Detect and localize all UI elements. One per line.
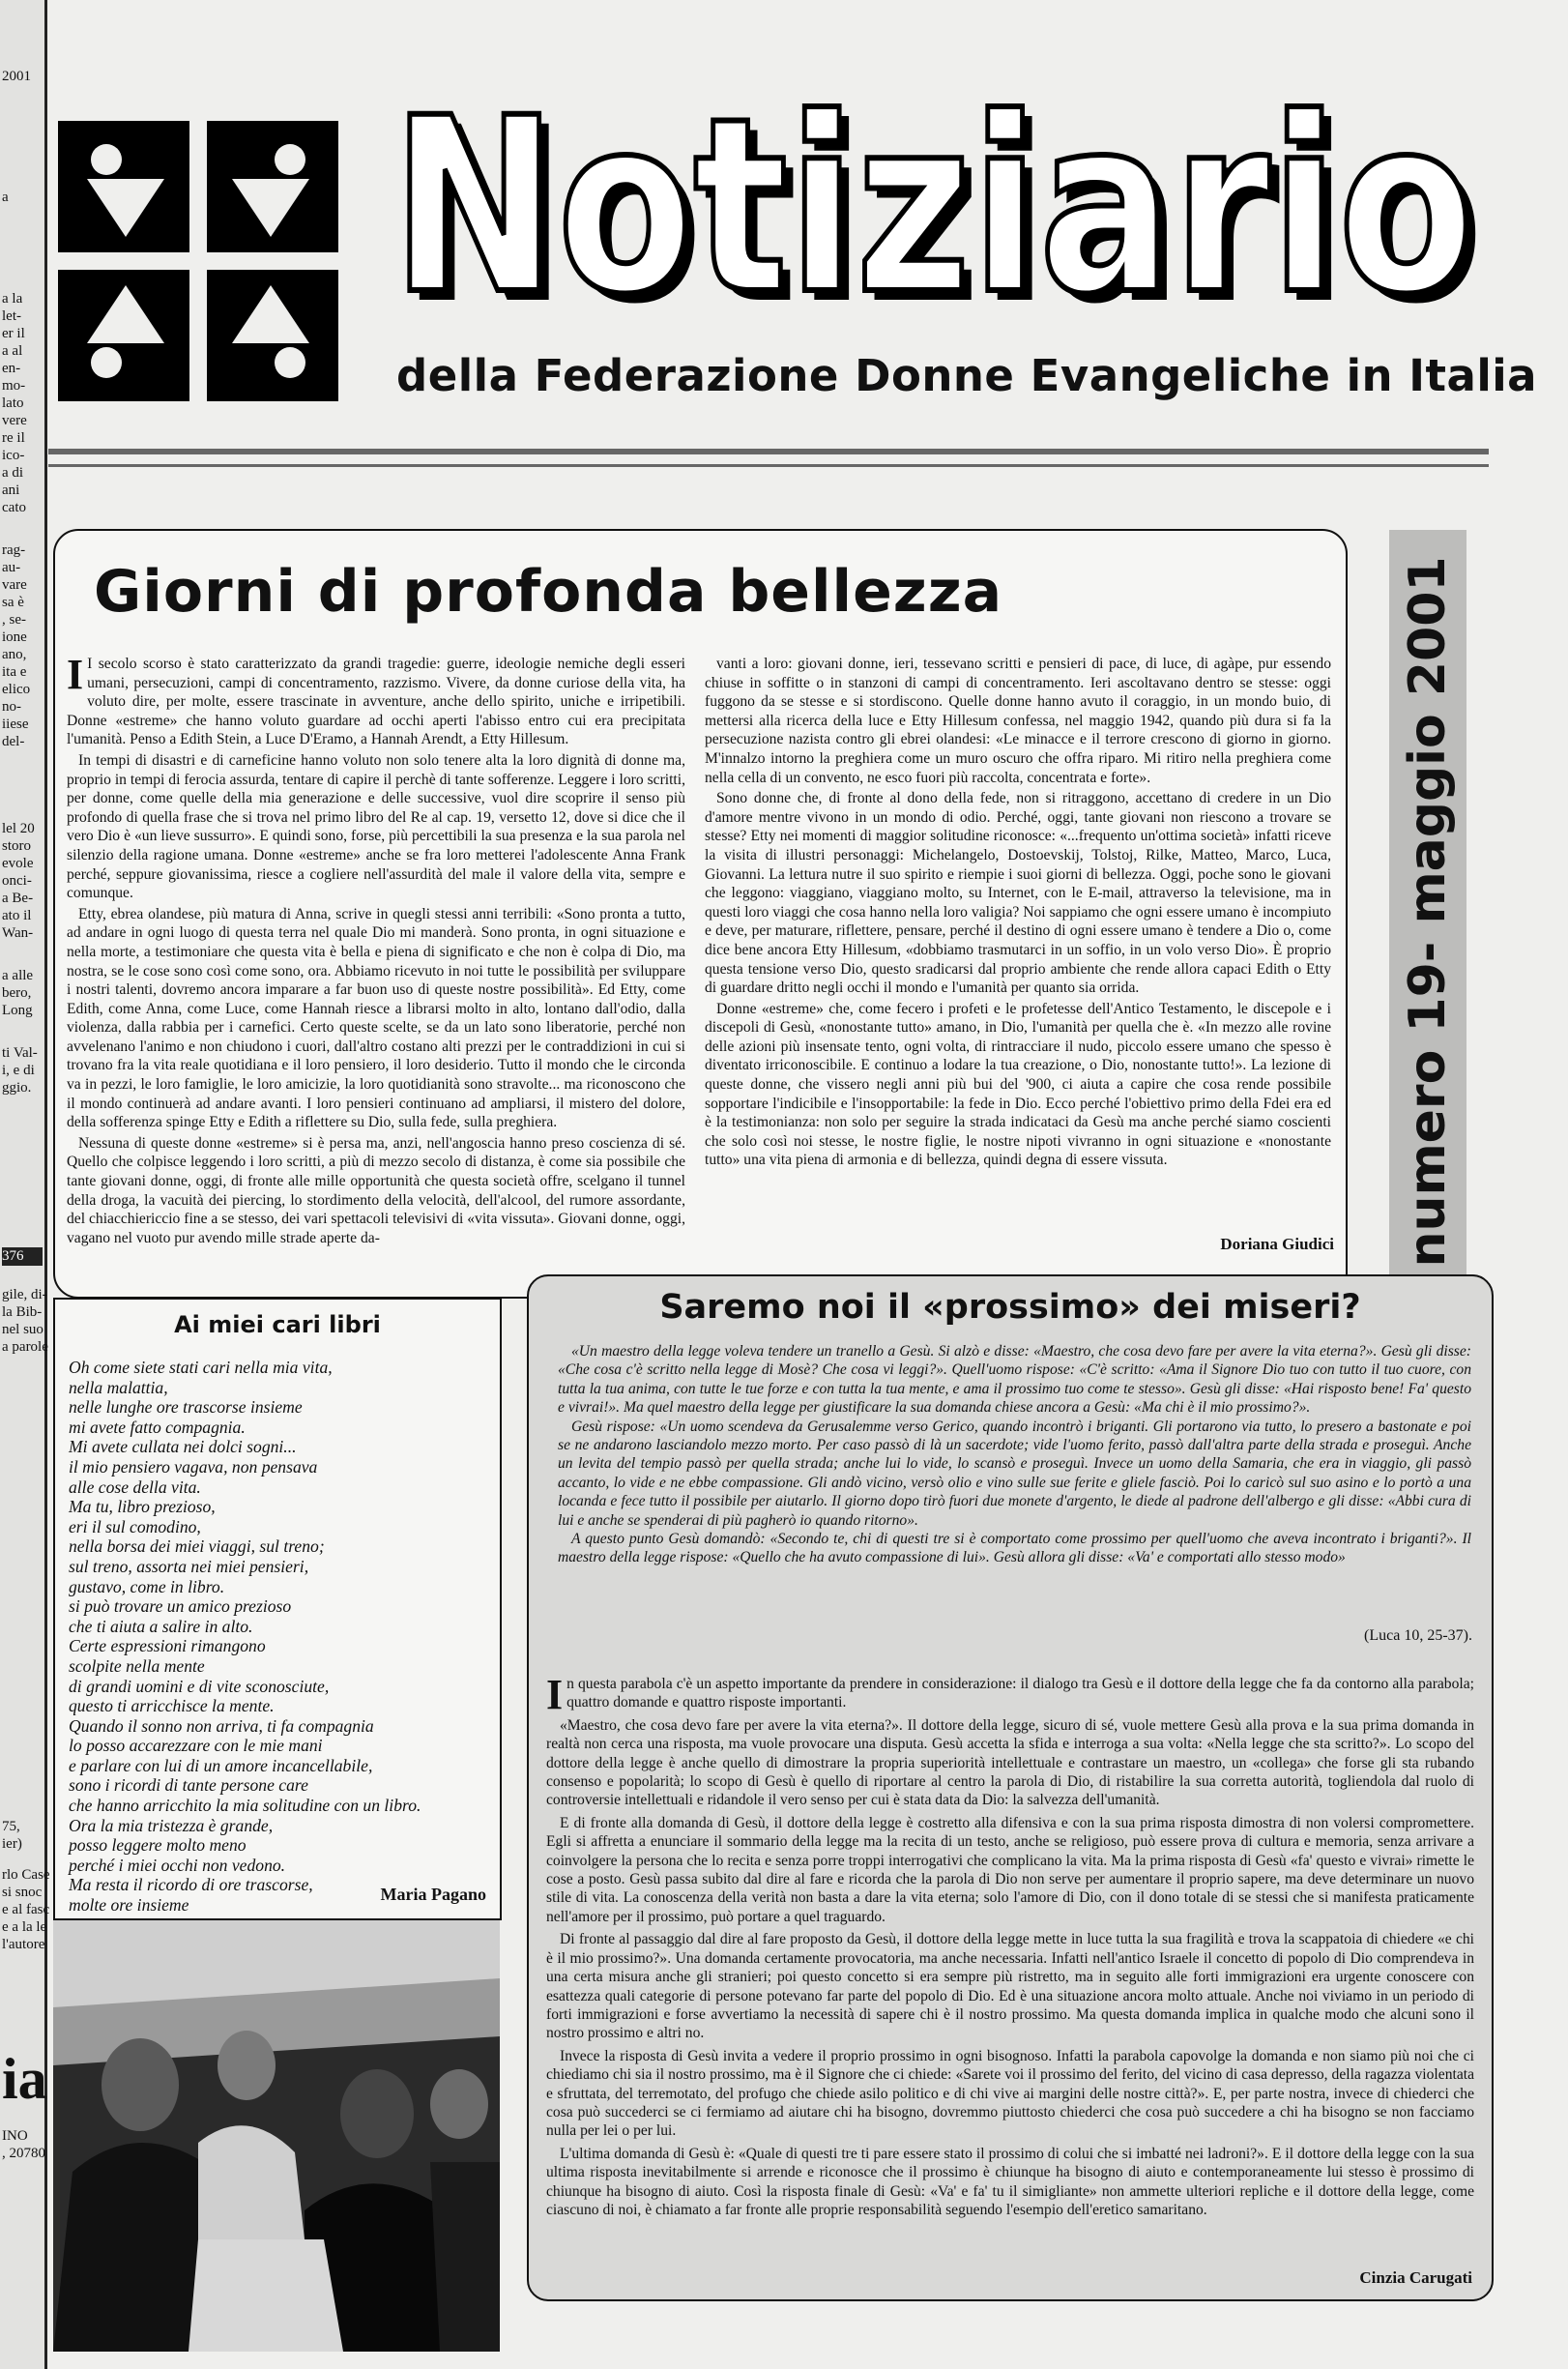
strip-fragment: , 20780 xyxy=(2,2146,45,2161)
adjacent-page-strip xyxy=(0,0,50,2369)
poem-line: sul treno, assorta nei miei pensieri, xyxy=(69,1556,309,1576)
poem-line: eri il sul comodino, xyxy=(69,1516,201,1536)
strip-fragment: onci- xyxy=(2,873,32,889)
masthead-title xyxy=(392,66,1498,357)
paragraph-text: I secolo scorso è stato caratterizzato da grandi tragedie: guerre, ideologie nemiche degli esseri umani, persecuzioni, campi di concentramento, razzismo. Vivere, da donne curiose della vita, ha voluto dire, per molte, essere trascinate in avventure, anche dello spirito, uniche e irripetibili. Donne «estreme» che hanno voluto guardare ad occhi aperti l'abisso entro cui era precipitata l'umanità. Penso a Edith Stein, a Luce D'Eramo, a Hannah Arendt, a Etty Hillesum. xyxy=(67,656,685,748)
strip-fragment: e a la le xyxy=(2,1919,47,1935)
strip-fragment: l'autore xyxy=(2,1937,45,1952)
strip-fragment: evole xyxy=(2,856,34,871)
poem-box xyxy=(53,1298,502,1920)
paragraph: L'ultima domanda di Gesù è: «Quale di questi tre ti pare essere stato il prossimo di colui che si imbatté nei ladroni?». E il dottore della legge con la sua ultima risposta inevitabilmente si arrende e riconosce che il prossimo è chiunque ha bisogno di aiuto e contemporaneamente lui stesso è prossimo di chiunque ha bisogno di aiuto. Così la risposta finale di Gesù: «Va' e fa' tu il simigliante» non ammette ulteriori repliche e il dottore della legge, come ciascuno di noi, è chiamato a far fronte alle proprie responsabilità seguendo l'esempio dell'eretico samaritano. xyxy=(546,2145,1474,2218)
commentary-title: Saremo noi il «prossimo» dei miseri? xyxy=(659,1288,1361,1327)
paragraph: Di fronte al passaggio dal dire al fare proposto da Gesù, il dottore della legge mette in luce tutta la sua fragilità e trova la scappatoia di chiedere «e chi è il mio prossimo?». Una domanda certamente provocatoria, ma anche necessaria. Infatti nell'antico Israele il concetto di popolo di Dio comprendeva in una certa misura anche gli stranieri; poi questo concetto si era sempre più ristretto, ma in seguito alle forti immigrazioni era urgente conoscere con esattezza quali categorie di persone potevano far parte del popolo di Dio. Ed è una situazione ancora molto attuale. Anche noi viviamo in un periodo di forti immigrazioni e forse avvertiamo la necessità di sapere chi è il nostro prossimo. Ma questa domanda implica in qualche modo che alcuni sono il nostro prossimo e altri no. xyxy=(546,1931,1474,2042)
strip-fragment: a parole xyxy=(2,1339,48,1355)
strip-fragment: 75, xyxy=(2,1819,20,1834)
strip-fragment: bero, xyxy=(2,985,32,1001)
poem-line: si può trovare un amico prezioso xyxy=(69,1596,292,1617)
strip-fragment: ico- xyxy=(2,448,25,463)
poem-line: e parlare con lui di un amore incancellabile, xyxy=(69,1755,373,1775)
strip-fragment: ato il xyxy=(2,908,32,923)
strip-fragment: Long xyxy=(2,1003,33,1018)
drop-cap: I xyxy=(67,651,84,698)
strip-fragment: a la xyxy=(2,291,23,307)
strip-fragment: ani xyxy=(2,483,20,498)
strip-fragment: INO xyxy=(2,2128,28,2144)
paragraph xyxy=(546,1671,1474,1718)
paragraph: A questo punto Gesù domandò: «Secondo te, chi di questi tre si è comportato come prossimo per quell'uomo che aveva incontrato i briganti?». Il maestro della legge rispose: «Quello che ha avuto compassione di lui». Gesù allora gli disse: «Va' e comportati allo stesso modo» xyxy=(558,1531,1471,1566)
main-article xyxy=(53,529,1348,1299)
strip-fragment: a al xyxy=(2,343,23,359)
strip-fragment: re il xyxy=(2,430,25,446)
poem-line: Ora la mia tristezza è grande, xyxy=(69,1815,274,1835)
strip-fragment: a Be- xyxy=(2,891,34,906)
strip-fragment: ia xyxy=(2,2047,47,2111)
drop-cap: I xyxy=(546,1671,564,1718)
commentary-reference: (Luca 10, 25-37). xyxy=(1364,1627,1472,1644)
strip-fragment: iiese xyxy=(2,717,29,732)
strip-fragment: , se- xyxy=(2,612,26,628)
masthead-subtitle: della Federazione Donne Evangeliche in Italia xyxy=(396,350,1538,401)
paragraph: Etty, ebrea olandese, più matura di Anna, scrive in quegli stessi anni terribili: «Sono pronta a tutto, ad andare in ogni luogo di questa terra nel quale Dio mi manderà. Sono pronta, in ogni situazione e nella morte, a testimoniare che questa vita è bella e piena di significato e che non è colpa di Dio, ma nostra, se le cose sono così come sono, ora. Abbiamo ricevuto in noi tutte le possibilità per sviluppare i nostri talenti, dovremo ancora imparare a far buon uso di queste nostre possibilità». Ed Etty, come Edith, come Anna, come Luce, come Hannah riesce a librarsi molto in alto, lontano dall'odio, dalla violenza, dalla rabbia per i carnefici. Certo queste scelte, se da un lato sono liberatorie, perché non avvelenano l'animo e non chiudono i cuori, dall'altro costano alti prezzi per le contraddizioni in cui si trovano fra la vita reale quotidiana e il loro pensiero, il loro desiderio. Tutto il mondo che le circonda va in pezzi, le loro famiglie, le loro amicizie, la loro quotidianità sono stravolte... ma riconoscono che il mondo continuerà ad andare avanti. I loro pensieri continuano ad ampliarsi, il mistero del dolore, della sofferenza spinge Etty e Edith a riflettere su Dio, sulla fede, sulla preghiera. xyxy=(67,905,685,1131)
article-column-1 xyxy=(67,651,685,1249)
strip-fragment: a di xyxy=(2,465,24,481)
paragraph: In tempi di disastri e di carneficine hanno voluto non solo tenere alta la loro dignità di donne ma, proprio in tempi di ferocia assurda, tentare di capire il perchè di tante sofferenze. Leggere i loro scritti, per donne, come quelle della mia generazione e delle successive, vuol dire scoprire il senso più profondo di quella frase che si trova nel primo libro del Re al cap. 19, versetto 12, dove si dice che il vero Dio è «un lieve sussurro». E quindi sono, forse, più percettibili la sua presenza e la sua parola nel silenzio della ragione umana. Donne «estreme» anche se fra loro metterei l'adolescente Anna Frank perché, seppure giovanissima, riesce a cogliere nell'assurdità del male il valore della vita, sempre e comunque. xyxy=(67,751,685,902)
poem-author: Maria Pagano xyxy=(380,1885,486,1904)
poem-title: Ai miei cari libri xyxy=(174,1311,381,1338)
poem-line: molte ore insieme xyxy=(69,1895,189,1916)
article-author: Doriana Giudici xyxy=(1220,1235,1334,1253)
strip-fragment: let- xyxy=(2,308,21,324)
poem-line: scolpite nella mente xyxy=(69,1655,205,1676)
commentary-body xyxy=(546,1671,1474,2223)
commentary-quote xyxy=(558,1342,1471,1567)
strip-fragment: Wan- xyxy=(2,925,34,941)
strip-fragment: lel 20 xyxy=(2,821,35,836)
strip-fragment: ione xyxy=(2,629,27,645)
poem-line: che ti aiuta a salire in alto. xyxy=(69,1616,253,1636)
strip-fragment: ggio. xyxy=(2,1080,32,1096)
strip-fragment: 376 xyxy=(2,1247,43,1266)
strip-fragment: ano, xyxy=(2,647,27,662)
paragraph: vanti a loro: giovani donne, ieri, tessevano scritti e pensieri di pace, di luce, di agàpe, pur essendo chiuse in soffitte o in stanzoni di campi di concentramento. Ieri ascoltavano dentro se stesse: oggi fuggono da se stesse e si stordiscono. Quelle donne hanno avuto il coraggio, in un mondo buio, di mettersi alla ricerca della luce e Etty Hillesum confessa, nel maggio 1942, quando più dura si fa la persecuzione nazista contro gli ebrei olandesi: «Le minacce e il terrore crescono di giorno in giorno. M'innalzo intorno la preghiera come un muro oscuro che offra riparo. Mi ritiro nella preghiera come nella cella di un convento, ne esco fuori più raccolta, concentrata e forte». xyxy=(705,656,1331,786)
paragraph: Nessuna di queste donne «estreme» si è persa ma, anzi, nell'angoscia hanno preso coscienza di sé. Quello che colpisce leggendo i loro scritti, a più di mezzo secolo di distanza, è come sia possibile che tante giovani donne, oggi, di fronte alle mille opportunità che questa società offre, scelgano il tunnel della droga, la vacuità dei piercing, lo stordimento della velocità, dell'alcool, del rumore assordante, del chiacchiericcio fine a se stesso, dei vari spettacoli televisivi di «vita vissuta». Giovani donne, oggi, vagano nel vuoto pur avendo mille strade aperte da- xyxy=(67,1134,685,1246)
poem-line: il mio pensiero vagava, non pensava xyxy=(69,1456,318,1477)
paragraph: Gesù rispose: «Un uomo scendeva da Gerusalemme verso Gerico, quando incontrò i briganti. Gli portarono via tutto, lo presero a bastonate e poi se ne andarono lasciandolo mezzo morto. Per caso passò di là un sacerdote; vide l'uomo ferito, passò dall'altra parte della strada e proseguì. Anche un levita del tempio passò per quella strada; anche lui lo vide, lo scansò e proseguì. Invece un uomo della Samaria, che era in viaggio, gli passò accanto, lo vide e ne ebbe compassione. Gli andò vicino, versò olio e vino sulle sue ferite e gliele fasciò. Poi lo caricò sul suo asino e lo portò a una locanda e fece tutto il possibile per aiutarlo. Il giorno dopo tirò fuori due monete d'argento, le diede al padrone dell'albergo e gli disse: «Abbi cura di lui e anche se spenderai di più pagherò io quando ritorno». xyxy=(558,1418,1471,1529)
issue-number: numero 19- maggio 2001 xyxy=(1399,556,1457,1268)
poem-line: gustavo, come in libro. xyxy=(69,1576,225,1596)
commentary-author: Cinzia Carugati xyxy=(1359,2268,1472,2287)
poem-line: Quando il sonno non arriva, ti fa compagnia xyxy=(69,1715,374,1736)
paragraph: E di fronte alla domanda di Gesù, il dottore della legge è costretto alla difensiva e con la sua prima risposta dimostra di non volersi compromettere. Egli si affretta a enunciare il sommario della legge ma la recita di un testo, anche se religioso, può essere prova di cultura e memoria, senza arrivare a coinvolgere la persona che lo recita e senza porre troppi interrogativi che complicano la vita. Ma la prima risposta di Gesù «fa' questo e vivrai» rimette le cose a posto. Gesù passa subito dal dire al fare e ricorda che la parola di Dio non serve per aumentare il proprio sapere, ma deve determinare un nuovo stile di vita. La conoscenza della verità non basta a dare la vita eterna; solo l'amore di Dio, con il dono totale di se stessi che si manifesta praticamente nell'amore per il prossimo, può portare a quel traguardo. xyxy=(546,1814,1474,1925)
poem-line: questo ti arricchisce la mente. xyxy=(69,1696,275,1716)
paragraph-text: n questa parabola c'è un aspetto importante da prendere in considerazione: il dialogo tra Gesù e il dottore della legge che fa da contorno alla parabola; quattro domande e quattro risposte importanti. xyxy=(566,1676,1474,1711)
paragraph: Sono donne che, di fronte al dono della fede, non si ritraggono, accettano di credere in un Dio d'amore mentre vivono in un mondo di odio. Perché, oggi, tante giovani non riescono a trovare se stesse? Etty nei momenti di maggior solitudine riconosce: «...frequento un'ottima società» infatti riceve la visita di illustri personaggi: Michelangelo, Dostoevskij, Tolstoj, Rilke, Matteo, Marco, Luca, Giovanni. La lettura nutre il suo spirito e riempie i suoi giorni di bellezza. Oggi, poche sono le giovani che leggono: viaggiano, viaggiano molto, su Internet, con le E-mail, attraverso la televisione, ma in questi loro viaggi che cosa hanno nella loro valigia? Noi sappiamo che ogni essere umano è incompiuto e deve, per maturare, riflettere, pensare, perché il destino di ogni essere umano è tendere a Dio o, come dice bene ancora Etty Hillesum, «dobbiamo trasmutarci in un soffio, in un volo verso Dio». È proprio questa tensione verso Dio, questo sradicarsi dal proprio ambiente che rende allora capaci Edith o Etty di guardare dritto negli occhi il mondo e l'umanità per quanto sia orrida. xyxy=(705,790,1331,997)
poem-line: perché i miei occhi non vedono. xyxy=(69,1855,286,1875)
poem-line: nella malattia, xyxy=(69,1377,168,1397)
strip-fragment: ita e xyxy=(2,664,27,680)
paragraph: «Un maestro della legge voleva tendere un tranello a Gesù. Si alzò e disse: «Maestro, che cosa devo fare per avere la vita eterna?». Gesù gli disse: «Che cosa c'è scritto nella legge di Mosè? Che cosa vi leggi?». Quell'uomo rispose: «C'è scritto: «Ama il Signore Dio tuo con tutto il tuo cuore, con tutta la tua anima, con tutte le tue forze e con tutta la tua mente, e ama il prossimo tuo come te stesso». Gesù gli disse: «Hai risposto bene! Fa' questo e vivrai!». Ma quel maestro della legge per giustificare la sua domanda chiese ancora a Gesù: «Ma chi è il mio prossimo?». xyxy=(558,1343,1471,1417)
masthead-title-shadow: Notiziario xyxy=(401,75,1484,357)
paragraph: Donne «estreme» che, come fecero i profeti e le profetesse dell'Antico Testamento, le discepole e i discepoli di Gesù, «nonostante tutto» amano, in Dio, l'umanità per quella che è. «In mezzo alle rovine delle azioni più insensate tento, ogni volta, di rintracciare il nudo, piccolo essere umano che spesso è diventato irriconoscibile. E continuo a lodare la tua creazione, o Dio, nonostante tutto!». La lezione di queste donne, che vissero negli anni più bui del '900, ci aiuta a capire che cosa rende possibile sopportare l'indicibile e l'insopportabile: la fede in Dio. Ecco perché l'obiettivo primo della Fdei era ed è la testimonianza: non solo per seguire la strada indicataci da Gesù ma anche perché siamo coscienti che solo così noi stesse, le nostre figlie, le nostre nipoti vivranno in ogni situazione e «nonostante tutto» una vita piena di armonia e di bellezza, quindi degna di essere vissuta. xyxy=(705,1000,1331,1169)
strip-fragment: la Bib- xyxy=(2,1304,43,1320)
strip-fragment: ier) xyxy=(2,1836,22,1852)
strip-fragment: vare xyxy=(2,577,27,593)
masthead-rule xyxy=(48,449,1489,454)
fdei-logo xyxy=(58,121,338,401)
poem-line: Certe espressioni rimangono xyxy=(69,1636,266,1656)
article-title: Giorni di profonda bellezza xyxy=(94,558,1003,626)
strip-fragment: rag- xyxy=(2,542,26,558)
poem-text xyxy=(69,1358,494,1935)
poem-line: lo posso accarezzare con le mie mani xyxy=(69,1736,323,1756)
article-column-2 xyxy=(705,655,1331,1172)
commentary-box xyxy=(527,1274,1494,2301)
poem-line: alle cose della vita. xyxy=(69,1477,201,1497)
strip-fragment: storo xyxy=(2,838,31,854)
poem-line: mi avete fatto compagnia. xyxy=(69,1417,246,1437)
strip-fragment: cato xyxy=(2,500,26,515)
paragraph xyxy=(67,651,685,749)
poem-line: nella borsa dei miei viaggi, sul treno; xyxy=(69,1536,325,1557)
photo-women-reading xyxy=(53,1920,500,2352)
poem-line: Mi avete cullata nei dolci sogni... xyxy=(69,1437,297,1457)
poem-line: posso leggere molto meno xyxy=(69,1835,247,1856)
poem-line: nelle lunghe ore trascorse insieme xyxy=(69,1397,303,1418)
strip-fragment: nel suo xyxy=(2,1322,44,1337)
strip-fragment: no- xyxy=(2,699,21,715)
strip-fragment: rlo Case xyxy=(2,1867,50,1883)
poem-line: Oh come siete stati cari nella mia vita, xyxy=(69,1358,333,1377)
masthead-title-text: Notiziario xyxy=(392,66,1474,347)
strip-fragment: a alle xyxy=(2,968,34,983)
poem-line: Ma resta il ricordo di ore trascorse, xyxy=(69,1875,313,1895)
strip-fragment: mo- xyxy=(2,378,26,394)
poem-line: Ma tu, libro prezioso, xyxy=(69,1497,216,1517)
strip-fragment: er il xyxy=(2,326,25,341)
strip-fragment: a xyxy=(2,190,9,205)
poem-line: sono i ricordi di tante persone care xyxy=(69,1775,308,1796)
masthead-rule-thin xyxy=(48,464,1489,467)
issue-banner xyxy=(1389,530,1466,1294)
strip-fragment: i, e di xyxy=(2,1063,35,1078)
strip-fragment: sa è xyxy=(2,595,24,610)
strip-fragment: lato xyxy=(2,395,24,411)
strip-fragment: elico xyxy=(2,682,31,697)
strip-fragment: ti Val- xyxy=(2,1045,38,1061)
strip-fragment: en- xyxy=(2,361,21,376)
poem-line: che hanno arricchito la mia solitudine con un libro. xyxy=(69,1796,421,1816)
strip-fragment: si snoc xyxy=(2,1885,43,1900)
paragraph: «Maestro, che cosa devo fare per avere la vita eterna?». Il dottore della legge, sicuro di sé, vuole mettere Gesù alla prova e la sua prima domanda in realtà non cerca una risposta, ma vuole provocare una disputa. Gesù accetta la sfida e interroga a sua volta: «Nella legge che sta scritto?». Lo scopo del dottore della legge è anche quello di dimostrare la propria superiorità intellettuale e contrastare un maestro, un «collega» che forse gli sta rubando consenso e popolarità; lo scopo di Gesù è quello di riportare al centro la parola di Dio, di ristabilire la sua corretta autorità, togliendola dal ruolo di controversie intellettuali e ridandole il vero senso per cui è stata data da Dio: la salvezza dell'umanità. xyxy=(546,1716,1474,1809)
strip-fragment: 2001 xyxy=(2,69,31,84)
strip-fragment: del- xyxy=(2,734,25,749)
paragraph: Invece la risposta di Gesù invita a vedere il proprio prossimo in ogni bisognoso. Infatti la parabola capovolge la domanda e non siamo più noi che ci chiediamo chi sia il nostro prossimo, ma è il Signore che ci chiede: «Sarete voi il prossimo del ferito, del vicino di casa depresso, della ragazza violentata e sfruttata, del terremotato, del profugo che chiede asilo politico e di chi vive ai margini delle nostre città?». E, per parte nostra, invece di chiederci che cosa può succederci se ci fermiamo ad aiutare chi ha bisogno, dovremmo piuttosto chiederci che cosa può succedere a chi ha bisogno se non facciamo nulla per lei o per lui. xyxy=(546,2047,1474,2140)
strip-fragment: gile, di- xyxy=(2,1287,47,1302)
strip-fragment: au- xyxy=(2,560,21,575)
poem-line: di grandi uomini e di vite sconosciute, xyxy=(69,1676,330,1696)
strip-fragment: vere xyxy=(2,413,27,428)
strip-fragment: e al fasc xyxy=(2,1902,50,1917)
